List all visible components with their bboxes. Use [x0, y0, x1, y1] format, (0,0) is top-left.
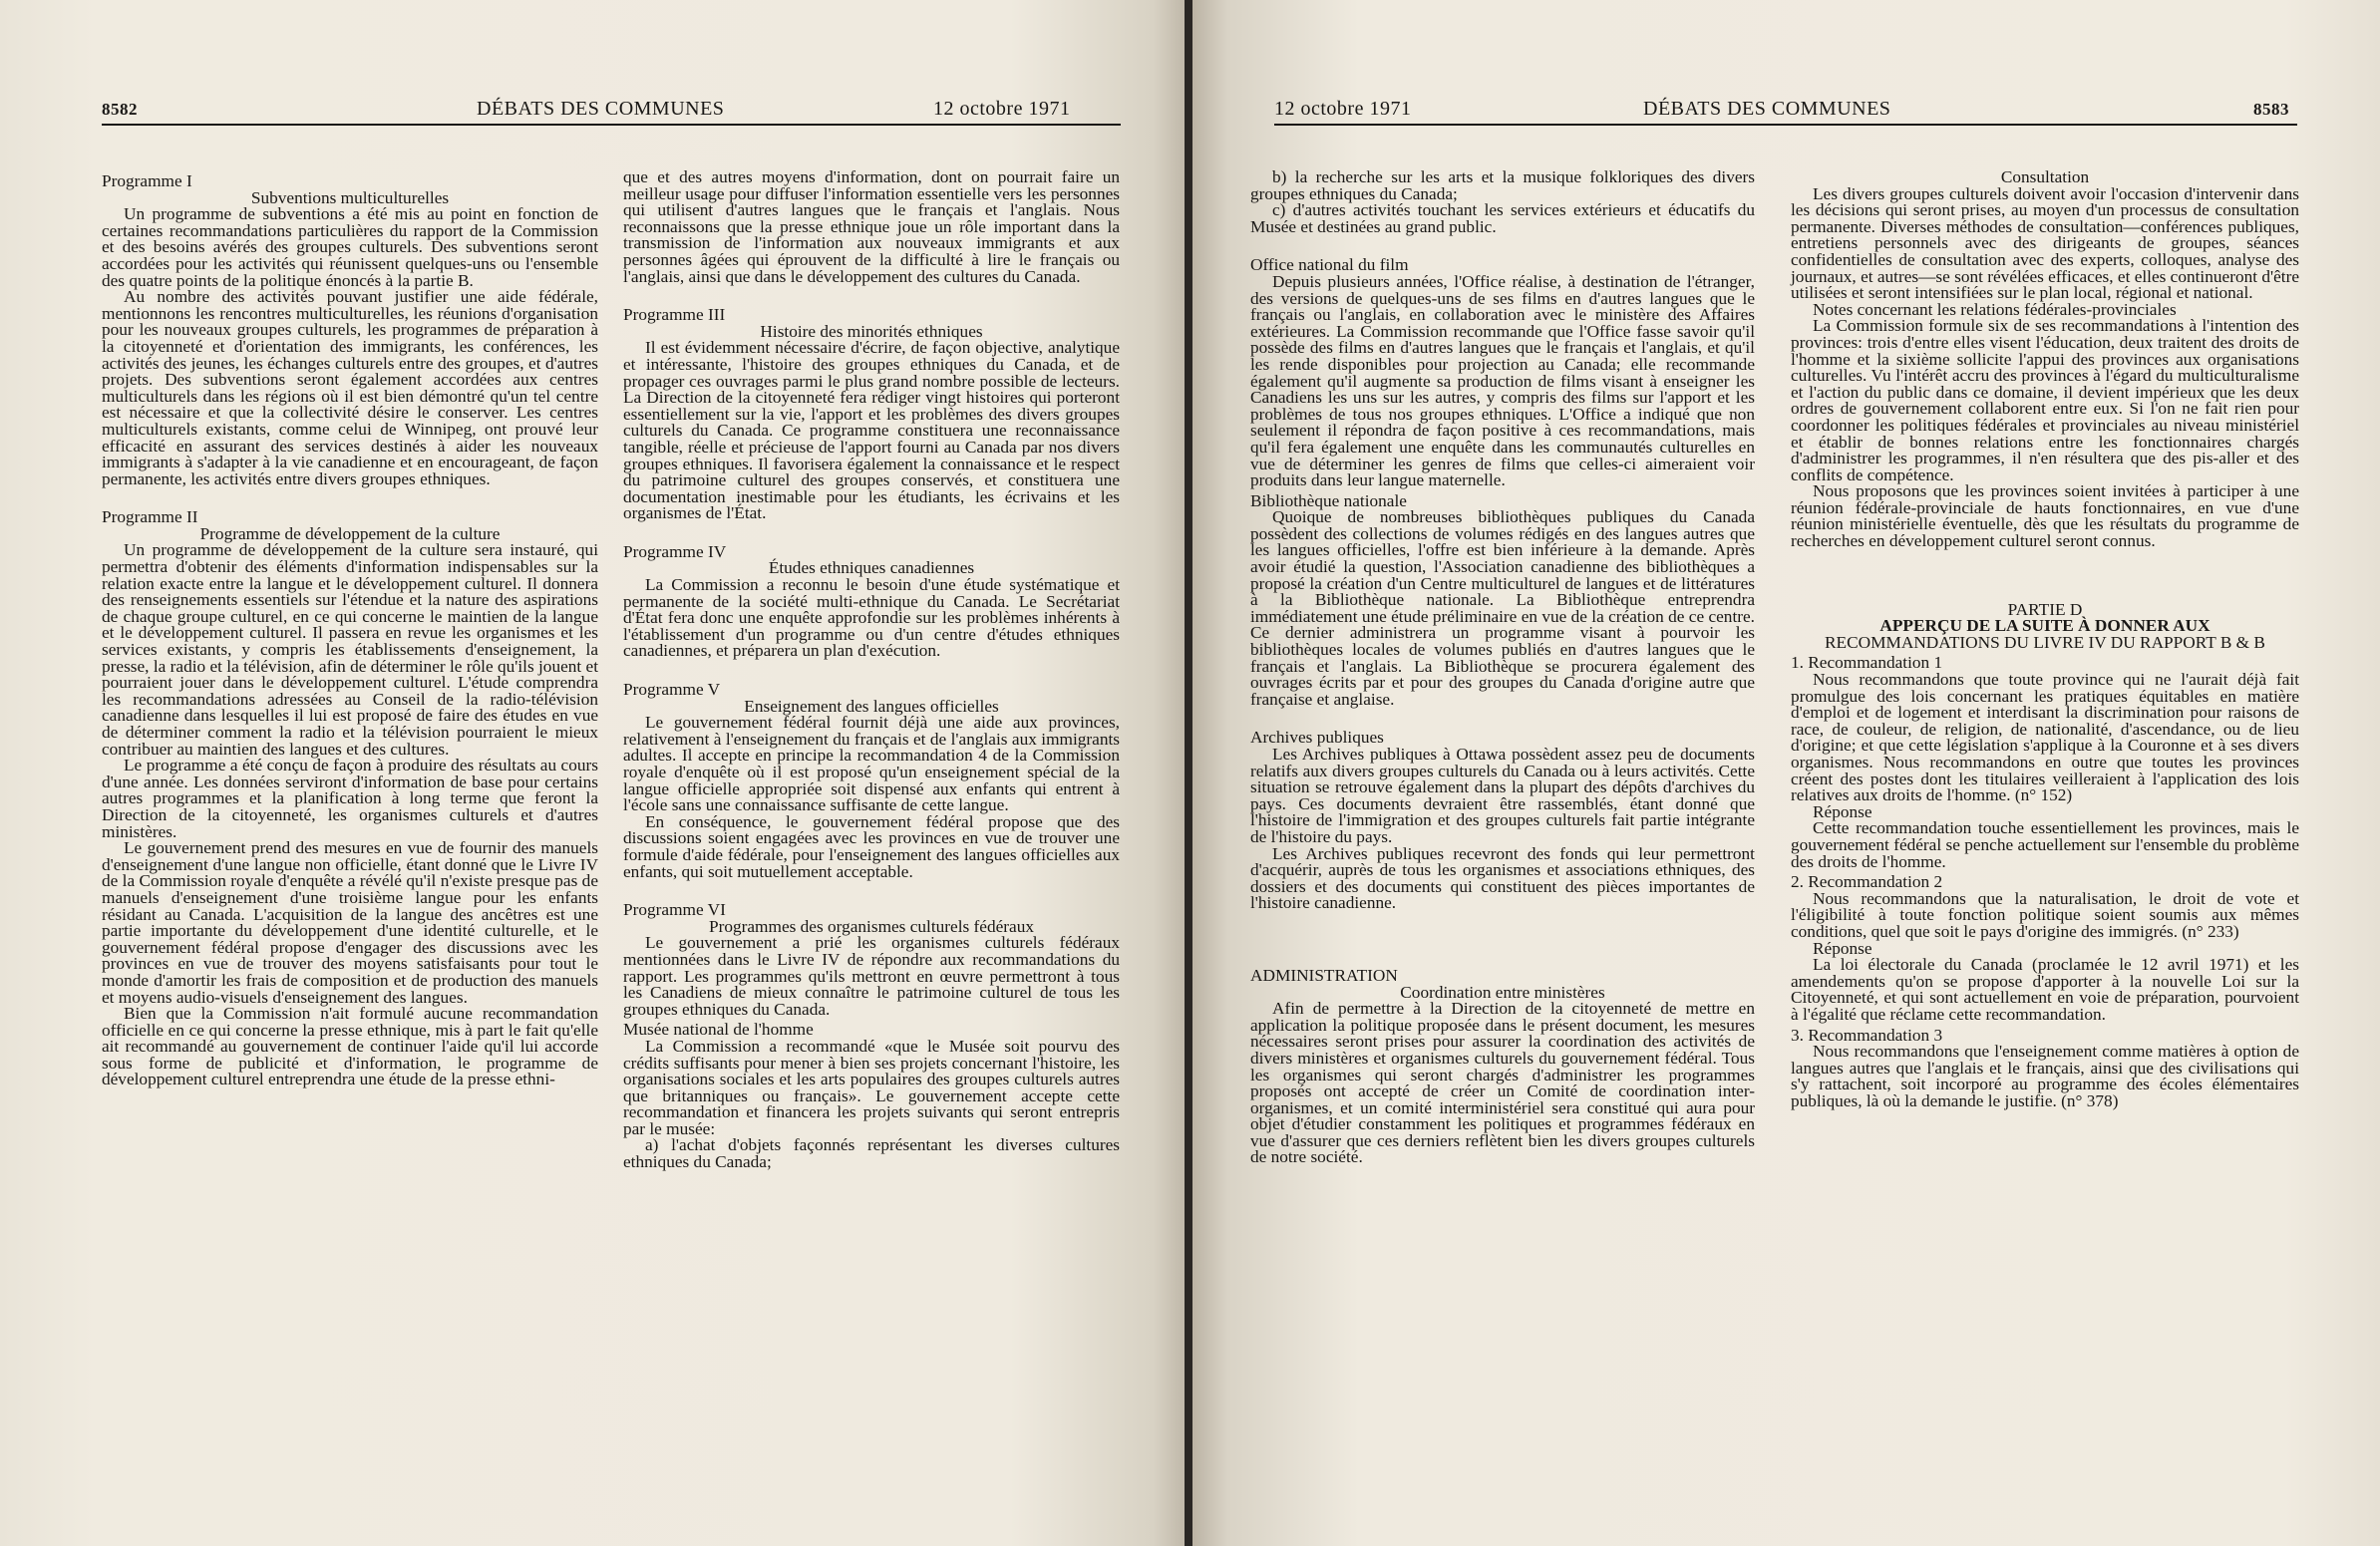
- paragraph: que et des autres moyens d'information, dont on pourrait faire un meilleur usage pour diffuser l'information essentielle vers les personnes qui utilisent d'autres langues que le français et l'anglais. Nous reconnaissons que la presse ethnique joue un rôle important dans la transmission de l'information aux nouveaux immigrants et aux personnes âgées qui éprouvent de la difficulté à lire le français ou l'anglais, ainsi que dans le développement des cultures du Canada.: [623, 167, 1120, 286]
- section-subheading: Programme de développement de la culture: [199, 523, 501, 543]
- spacer: [623, 522, 1120, 540]
- paragraph: Quoique de nombreuses bibliothèques publiques du Canada possèdent des collections de volumes rédigés en des langues autres que les langues officielles, l'offre est bien inférieure à la demande. Après avoir étudié la question, l'Association canadienne des bibliothèques a proposé la création d'un Centre multiculturel de langues et de littératures à la Bibliothèque nationale. La Bibliothèque entreprendra immédiatement une étude préliminaire en vue de la création de ce centre. Ce dernier administrera un programme visant à pourvoir les bibliothèques locales de volumes publiés en d'autres langues que le français et l'anglais. La Bibliothèque se procurera également des ouvrages écrits par et pour des groupes du Canada d'origine autre que française et anglaise.: [1250, 507, 1755, 709]
- right-date: 12 octobre 1971: [1274, 98, 1412, 120]
- paragraph: Depuis plusieurs années, l'Office réalise, à destination de l'étranger, des versions de quelques-uns de ses films en d'autres langues que le français ou l'anglais, en collaboration avec le ministère des Affaires extérieures. La Commission recommande que l'Office fasse savoir qu'il possède des films en d'autres langues que le français et l'anglais, et qu'il les rende disponibles pour projection au Canada; elle recommande également qu'il augmente sa production de films visant à enseigner les Canadiens les uns sur les autres, y compris des films sur l'apport et les problèmes de tous nos groupes ethniques. L'Office a indiqué que non seulement il répondra de façon positive à ces recommandations, mais qu'il fera également une enquête dans les communautés culturelles en vue de déterminer les genres de films que celles-ci aimeraient voir produits dans leur langue maternelle.: [1250, 271, 1755, 490]
- left-running-title: DÉBATS DES COMMUNES: [477, 98, 725, 120]
- paragraph: Cette recommandation touche essentiellement les provinces, mais le gouvernement fédéral se penche actuellement sur l'ensemble du problème des droits de l'homme.: [1791, 818, 2299, 871]
- centered-heading: PARTIE D: [2007, 599, 2083, 619]
- spacer: [1250, 708, 1755, 726]
- section-heading: 3. Recommandation 3: [1791, 1025, 1943, 1045]
- section-subheading: Programmes des organismes culturels fédéraux: [708, 916, 1034, 936]
- section-subheading: Enseignement des langues officielles: [744, 696, 999, 716]
- spacer: [623, 285, 1120, 303]
- spacer: [1791, 550, 2299, 602]
- paragraph: Nous recommandons que l'enseignement comme matières à option de langues autres que l'anglais et le français, ainsi que des civilisations qui s'y rattachent, soit incorporé au programme des écoles élémentaires publiques, là où la demande le justifie. (n° 378): [1791, 1042, 2299, 1110]
- right-header-rule: [1274, 124, 2297, 126]
- paragraph: Un programme de développement de la culture sera instauré, qui permettra d'obtenir des éléments d'information indispensables sur la relation exacte entre la langue et le développement culturel. Il donnera des renseignements essentiels sur l'étendue et la nature des aspirations de chaque groupe culturel, en ce qui concerne le maintien de la langue et le développement culturel. Il passera en revue les organismes et les services existants, y compris les établissements d'enseignement, la presse, la radio et la télévision, afin de déterminer le rôle qu'ils jouent et pourraient jouer dans le développement culturel. L'étude comprendra les recommandations adressées au Conseil de la radio-télévision canadienne dans lesquelles il lui est proposé de faire des études en vue de déterminer comment la radio et la télévision pourraient le mieux contribuer au maintien des langues et des cultures.: [102, 540, 598, 759]
- paragraph: Nous recommandons que toute province qui ne l'aurait déjà fait promulgue des lois concernant les pratiques équitables en matière d'emploi et de logement et interdisant la discrimination pour raisons de race, de couleur, de religion, de nationalité, d'ascendance, ou de lieu d'origine; et que cette législation s'applique à la Couronne et à ses divers organismes. Nous recommandons en outre que toutes les provinces créent des postes dont les titulaires veilleraient à l'application des lois relatives aux droits de l'homme. (n° 152): [1791, 670, 2299, 805]
- paragraph: Notes concernant les relations fédérales-provinciales: [1813, 299, 2177, 319]
- paragraph: Il est évidemment nécessaire d'écrire, de façon objective, analytique et intéressante, l'histoire des groupes ethniques du Canada, et de propager ces ouvrages parmi le plus grand nombre possible de lecteurs. La Direction de la citoyenneté fera rédiger vingt histoires qui porteront essentiellement sur la vie, l'apport et les problèmes des divers groupes culturels du Canada. Ce programme constituera une reconnaissance tangible, réelle et précieuse de l'apport fourni au Canada par nos divers groupes ethniques. Il favorisera également la connaissance et le respect du patrimoine culturel des groupes conservés, et constituera une documentation inestimable pour les étudiants, les écrivains et les organismes de l'État.: [623, 338, 1120, 523]
- centered-heading: RECOMMANDATIONS DU LIVRE IV DU RAPPORT B & B: [1825, 632, 2265, 652]
- section-heading: 2. Recommandation 2: [1791, 872, 1943, 892]
- paragraph: Afin de permettre à la Direction de la citoyenneté de mettre en application la politique proposée dans le présent document, les mesures nécessaires seront prises pour assurer la coordination des activités de divers ministères et organismes culturels du gouvernement fédéral. Tous les organismes qui seront chargés d'administrer les programmes proposés ont accepté de créer un Comité de coordination inter-organismes, et un comité interministériel sera constitué qui aura pour objet d'étudier constamment les politiques et programmes fédéraux en vue d'assurer que ces derniers reflètent bien les divers groupes culturels de notre société.: [1250, 999, 1755, 1167]
- section-heading: Bibliothèque nationale: [1250, 490, 1407, 510]
- paragraph: La Commission formule six de ses recommandations à l'intention des provinces: trois d'entre elles visent l'éducation, deux traitent des droits de l'homme et la sixième sollicite l'appui des provinces aux organisations culturelles. Vu l'intérêt accru des provinces à l'égard du multiculturalisme et l'action du public dans ce domaine, il devient impérieux que les deux ordres de gouvernement collaborent entre eux. Si l'on ne fait rien pour coordonner les politiques fédérales et provinciales au niveau ministériel et établir de bonnes relations entre les fonctionnaires chargés d'administrer les programmes, il n'en résultera que des pis-aller et des conflits de compétence.: [1791, 316, 2299, 484]
- section-heading: Archives publiques: [1250, 728, 1384, 748]
- spacer: [623, 660, 1120, 678]
- section-heading: Programme III: [623, 305, 726, 325]
- paragraph: Réponse: [1813, 938, 1872, 958]
- right-running-title: DÉBATS DES COMMUNES: [1643, 98, 1891, 120]
- paragraph: b) la recherche sur les arts et la musique folkloriques des divers groupes ethniques du Canada;: [1250, 167, 1755, 203]
- paragraph: Bien que la Commission n'ait formulé aucune recommandation officielle en ce qui concerne la presse ethnique, mis à part le fait qu'elle ait recommandé au gouvernement de continuer l'aide qu'il lui accorde sous forme de publicité et d'information, le programme de développement culturel entreprendra une étude de la presse ethni-: [102, 1004, 598, 1089]
- spacer: [1250, 235, 1755, 253]
- section-subheading: Subventions multiculturelles: [250, 187, 450, 207]
- paragraph: Réponse: [1813, 801, 1872, 821]
- left-page-number: 8582: [102, 100, 138, 119]
- paragraph: a) l'achat d'objets façonnés représentant les diverses cultures ethniques du Canada;: [623, 1135, 1120, 1172]
- left-header-rule: [102, 124, 1121, 126]
- paragraph: Au nombre des activités pouvant justifier une aide fédérale, mentionnons les rencontres multiculturelles, les réunions d'organisation pour les nouveaux groupes culturels, les programmes de préparation à la citoyenneté et d'orientation des immigrants, les conférences, les activités des jeunes, les échanges culturels entre des groupes, et d'autres projets. Des subventions seront également accordées aux centres multiculturels dans les régions où il est bien démontré qu'un tel centre est nécessaire et que la collectivité désire le conserver. Les centres multiculturels existants, comme celui de Winnipeg, ont prouvé leur efficacité en assurant des services destinés à aider les nouveaux immigrants à s'adapter à la vie canadienne et en encourageant, de façon permanente, les activités entre divers groupes ethniques.: [102, 287, 598, 488]
- paragraph: La Commission a recommandé «que le Musée soit pourvu des crédits suffisants pour mener à bien ses projets concernant l'histoire, les organisations sociales et les arts populaires des groupes culturels autres que britanniques ou français». Le gouvernement accepte cette recommandation et financera les projets suivants qui seront entrepris par le musée:: [623, 1036, 1120, 1138]
- centered-heading: APPERÇU DE LA SUITE À DONNER AUX: [1879, 616, 2210, 636]
- section-subheading: Histoire des minorités ethniques: [760, 321, 983, 341]
- paragraph: La Commission a reconnu le besoin d'une étude systématique et permanente de la société multi-ethnique du Canada. Le Secrétariat d'État fera donc une enquête approfondie sur les problèmes inhérents à l'établissement d'un programme ou d'un centre d'études ethniques canadiennes, et préparera un plan d'exécution.: [623, 575, 1120, 661]
- paragraph: Un programme de subventions a été mis au point en fonction de certaines recommandations particulières du rapport de la Commission et des besoins avérés des groupes culturels. Des subventions seront accordées pour les activités qui réunissent quelques-uns ou l'ensemble des quatre points de la politique énoncés à la partie B.: [102, 204, 598, 290]
- paragraph: Le programme a été conçu de façon à produire des résultats au cours d'une année. Les données serviront d'information de base pour certains autres programmes et la planification à long terme que feront la Direction de la citoyenneté, les organismes culturels et d'autres ministères.: [102, 756, 598, 841]
- right-page: [1192, 0, 2380, 1546]
- paragraph: La loi électorale du Canada (proclamée le 12 avril 1971) et les amendements qu'on se propose d'apporter à la nouvelle Loi sur la Citoyenneté, et qui sont actuellement en voie de préparation, pourvoient à l'égalité que réclame cette recommandation.: [1791, 955, 2299, 1024]
- paragraph: Le gouvernement a prié les organismes culturels fédéraux mentionnées dans le Livre IV de répondre aux recommandations du rapport. Les programmes qu'ils mettront en œuvre permettront à tous les Canadiens de mieux connaître le patrimoine culturel de tous les groupes ethniques du Canada.: [623, 933, 1120, 1019]
- right-column-1: [1250, 169, 1755, 1166]
- paragraph: Les divers groupes culturels doivent avoir l'occasion d'intervenir dans les décisions qui seront prises, au moyen d'un processus de consultation permanente. Diverses méthodes de consultation—conférences publiques, entretiens personnels avec des dirigeants de groupes, séances confidentielles de consultation avec des experts, colloques, analyse des journaux, et autres—se sont révélées efficaces, et elles continueront d'être utilisées et seront intensifiées sur le plan local, régional et national.: [1791, 183, 2299, 303]
- section-subheading: Études ethniques canadiennes: [768, 558, 975, 578]
- section-heading: Programme I: [102, 171, 192, 190]
- left-column-2: [623, 169, 1120, 1171]
- paragraph: Le gouvernement fédéral fournit déjà une aide aux provinces, relativement à l'enseignement du français et de l'anglais aux immigrants adultes. Il accepte en principe la recommandation 4 de la Commission royale d'enquête où il est proposé qu'un enseignement spécial de la langue officielle appropriée soit dispensé aux enfants qui entrent à l'école sans une connaissance suffisante de cette langue.: [623, 713, 1120, 815]
- section-heading: Programme IV: [623, 541, 727, 561]
- section-heading: Musée national de l'homme: [623, 1020, 814, 1040]
- section-heading: Programme V: [623, 680, 721, 700]
- right-column-2: [1791, 169, 2299, 1109]
- paragraph: Les Archives publiques recevront des fonds qui leur permettront d'acquérir, auprès de tous les organismes et associations ethniques, des dossiers et des documents qui constituent des pièces importantes de l'histoire canadienne.: [1250, 843, 1755, 913]
- paragraph: Nous proposons que les provinces soient invitées à participer à une réunion fédérale-provinciale de hauts fonctionnaires, en vue d'une réunion ministérielle éventuelle, dès que les résultats du programme de recherches en développement culturel seront connus.: [1791, 481, 2299, 551]
- paragraph: En conséquence, le gouvernement fédéral propose que des discussions soient engagées avec les provinces en vue de trouver une formule d'aide fédérale, pour l'enseignement des langues officielles aux enfants, qui soit mutuellement acceptable.: [623, 811, 1120, 881]
- section-heading: Programme II: [102, 507, 198, 527]
- spacer: [102, 487, 598, 505]
- section-heading: ADMINISTRATION: [1250, 965, 1398, 985]
- paragraph: Les Archives publiques à Ottawa possèdent assez peu de documents relatifs aux divers groupes culturels du Canada ou à leurs activités. Cette situation se retrouve également dans la plupart des dépôts d'archives du pays. Ces documents devraient être rassemblés, étant donné que l'histoire de l'immigration et des groupes culturels fait partie intégrante de l'histoire du pays.: [1250, 745, 1755, 846]
- paragraph: Le gouvernement prend des mesures en vue de fournir des manuels d'enseignement d'une langue non officielle, étant donné que le Livre IV de la Commission royale d'enquête a révélé qu'il n'existe presque pas de manuels d'enseignement d'une troisième langue pour les enfants résidant au Canada. L'acquisition de la langue des ancêtres est une partie importante du développement d'une identité culturelle, et le gouvernement fédéral propose d'engager des discussions avec les provinces en vue de trouver des moyens satisfaisants pour tout le monde d'amortir les frais de composition et de production des manuels et moyens audio-visuels d'enseignement des langues.: [102, 838, 598, 1007]
- paragraph: c) d'autres activités touchant les services extérieurs et éducatifs du Musée et destinées au grand public.: [1250, 200, 1755, 236]
- section-heading: Office national du film: [1250, 255, 1409, 275]
- section-heading: 1. Recommandation 1: [1791, 653, 1943, 673]
- left-column-1: [102, 169, 598, 1088]
- paragraph: Nous recommandons que la naturalisation, le droit de vote et l'éligibilité à toute fonction politique soient soumis aux mêmes conditions, quel que soit le pays d'origine des immigrés. (n° 233): [1791, 888, 2299, 941]
- spacer: [1250, 912, 1755, 964]
- section-subheading: Consultation: [2000, 167, 2090, 186]
- right-page-number: 8583: [2253, 100, 2289, 119]
- left-date: 12 octobre 1971: [933, 98, 1071, 120]
- section-heading: Programme VI: [623, 900, 726, 920]
- spacer: [623, 880, 1120, 898]
- left-page: [0, 0, 1189, 1546]
- section-subheading: Coordination entre ministères: [1400, 982, 1605, 1002]
